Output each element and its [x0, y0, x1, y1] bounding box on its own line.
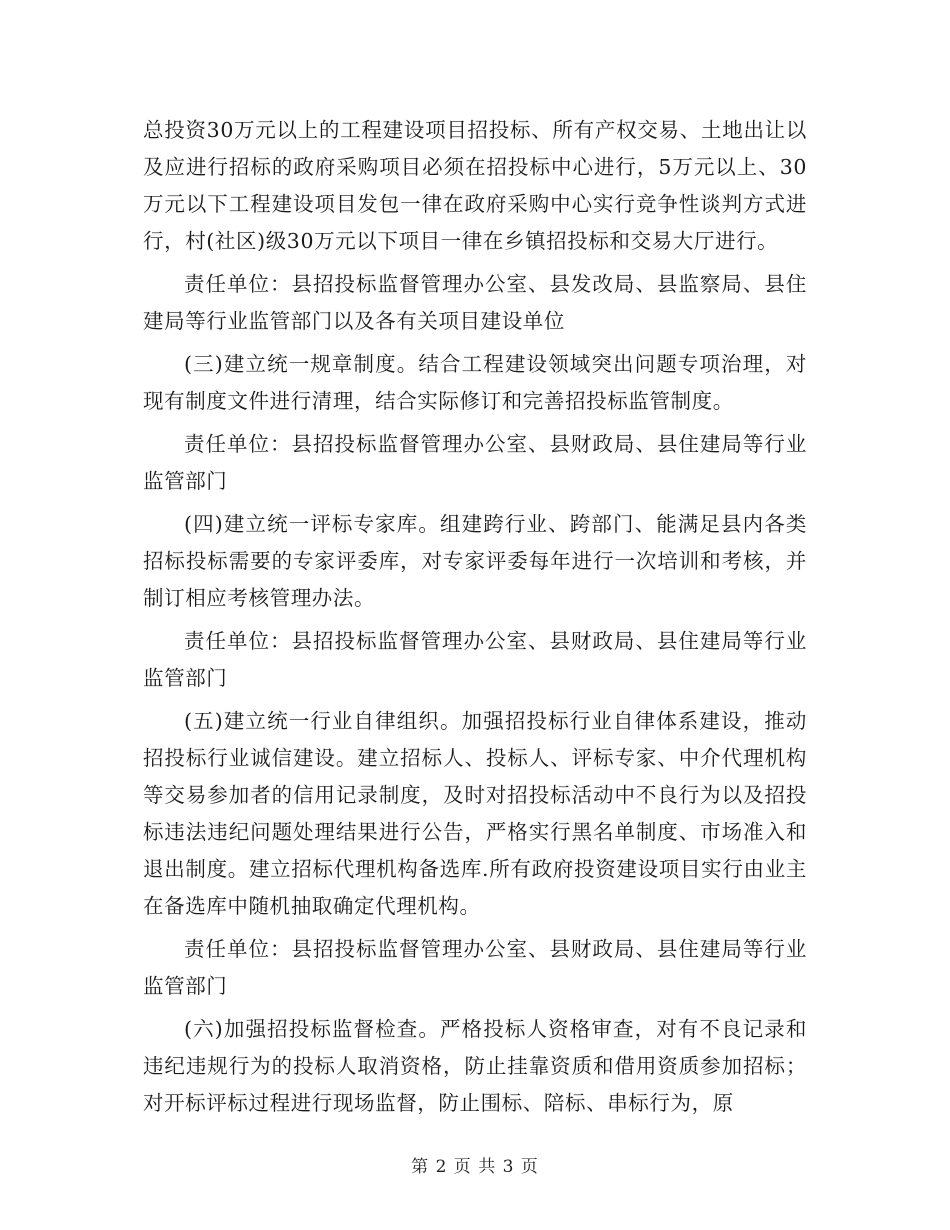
- paragraph-section-4: (四)建立统一评标专家库。组建跨行业、跨部门、能满足县内各类招标投标需要的专家评委库，对专家评委每年进行一次培训和考核，并制订相应考核管理办法。: [143, 512, 807, 610]
- paragraph-responsibility: 责任单位：县招投标监督管理办公室、县财政局、县住建局等行业监管部门: [143, 432, 807, 493]
- paragraph-continuation: 总投资30万元以上的工程建设项目招投标、所有产权交易、土地出让以及应进行招标的政府采购项目必须在招投标中心进行，5万元以上、30万元以下工程建设项目发包一律在政府采购中心实行竞争性谈判方式进行，村(社区)级30万元以下项目一律在乡镇招投标和交易大厅进行。: [143, 118, 807, 253]
- paragraph-responsibility: 责任单位：县招投标监督管理办公室、县发改局、县监察局、县住建局等行业监管部门以及各有关项目建设单位: [143, 272, 807, 333]
- paragraph-section-3: (三)建立统一规章制度。结合工程建设领域突出问题专项治理，对现有制度文件进行清理，结合实际修订和完善招投标监管制度。: [143, 352, 807, 413]
- paragraph-responsibility: 责任单位：县招投标监督管理办公室、县财政局、县住建局等行业监管部门: [143, 937, 807, 998]
- paragraph-section-5: (五)建立统一行业自律组织。加强招投标行业自律体系建设，推动招投标行业诚信建设。建立招标人、投标人、评标专家、中介代理机构等交易参加者的信用记录制度，及时对招投标活动中不良行为以及招投标违法违纪问题处理结果进行公告，严格实行黑名单制度、市场准入和退出制度。建立招标代理机构备选库.所有政府投资建设项目实行由业主在备选库中随机抽取确定代理机构。: [143, 709, 807, 918]
- paragraph-responsibility: 责任单位：县招投标监督管理办公室、县财政局、县住建局等行业监管部门: [143, 629, 807, 690]
- paragraph-section-6: (六)加强招投标监督检查。严格投标人资格审查，对有不良记录和违纪违规行为的投标人取消资格，防止挂靠资质和借用资质参加招标；对开标评标过程进行现场监督，防止围标、陪标、串标行为，原: [143, 1017, 807, 1115]
- document-body: [143, 112, 807, 1122]
- page-number-footer: 第 2 页 共 3 页: [411, 1157, 539, 1177]
